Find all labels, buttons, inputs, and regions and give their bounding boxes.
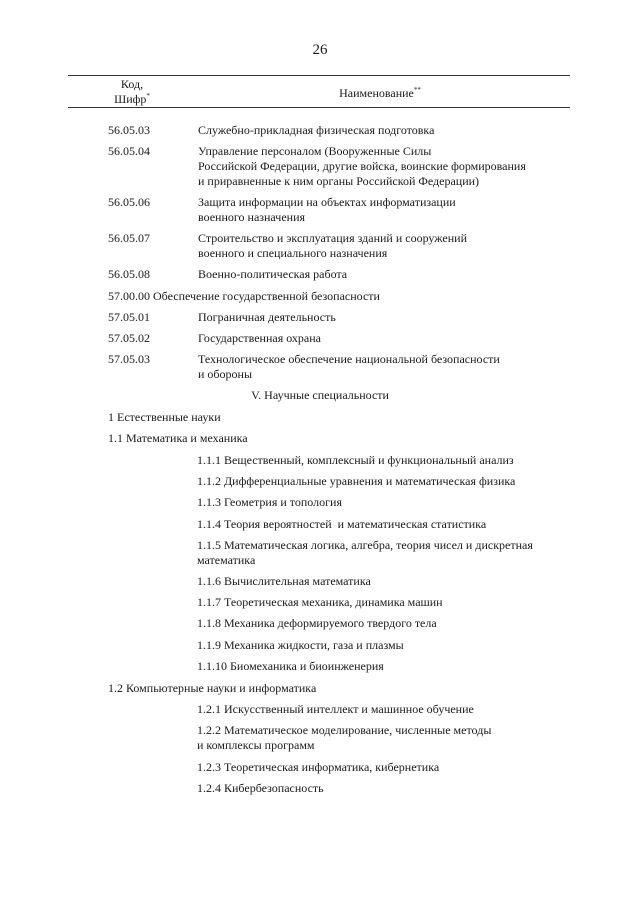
row-name: Технологическое обеспечение национальной безопасности и обороны: [198, 352, 500, 381]
row-code: 57.05.03: [108, 352, 150, 366]
science-specialty: 1.1.6 Вычислительная математика: [197, 574, 371, 588]
science-specialty: 1.1.7 Теоретическая механика, динамика машин: [197, 595, 443, 609]
group-heading: 57.00.00 Обеспечение государственной безопасности: [108, 289, 380, 303]
science-specialty: 1.1.8 Механика деформируемого твердого тела: [197, 616, 437, 630]
science-specialty: 1.1.5 Математическая логика, алгебра, теория чисел и дискретная математика: [197, 538, 533, 567]
row-code: 56.05.06: [108, 195, 150, 209]
science-specialty: 1.2.1 Искусственный интеллект и машинное обучение: [197, 702, 474, 716]
row-name: Пограничная деятельность: [198, 310, 336, 324]
science-specialty: 1.1.2 Дифференциальные уравнения и математическая физика: [197, 474, 516, 488]
row-code: 57.05.02: [108, 331, 150, 345]
science-group-heading: 1 Естественные науки: [108, 410, 221, 424]
science-specialty: 1.2.3 Теоретическая информатика, кибернетика: [197, 760, 440, 774]
science-specialty: 1.2.2 Математическое моделирование, численные методы и комплексы программ: [197, 723, 492, 752]
science-specialty: 1.1.10 Биомеханика и биоинженерия: [197, 659, 384, 673]
column-header-name: Наименование**: [339, 86, 421, 100]
row-name: Строительство и эксплуатация зданий и сооружений военного и специального назначения: [198, 231, 467, 260]
row-code: 56.05.07: [108, 231, 150, 245]
row-name: Служебно-прикладная физическая подготовка: [198, 123, 435, 137]
row-code: 57.05.01: [108, 310, 150, 324]
page-number: 26: [312, 42, 328, 58]
science-specialty: 1.2.4 Кибербезопасность: [197, 781, 324, 795]
section-title: V. Научные специальности: [251, 388, 389, 402]
row-name: Военно-политическая работа: [198, 267, 348, 281]
table-header-bottom-rule: [68, 107, 570, 108]
science-group-heading: 1.2 Компьютерные науки и информатика: [108, 681, 317, 695]
science-specialty: 1.1.3 Геометрия и топология: [197, 495, 342, 509]
science-specialty: 1.1.4 Теория вероятностей и математическая статистика: [197, 517, 487, 531]
row-code: 56.05.08: [108, 267, 150, 281]
science-group-heading: 1.1 Математика и механика: [108, 431, 248, 445]
row-name: Государственная охрана: [198, 331, 321, 345]
row-name: Защита информации на объектах информатизации военного назначения: [198, 195, 456, 224]
column-header-code-line2: Шифр*: [114, 92, 150, 106]
table-header-top-rule: [68, 75, 570, 76]
column-header-code-line1: Код,: [120, 77, 144, 91]
science-specialty: 1.1.1 Вещественный, комплексный и функциональный анализ: [197, 453, 514, 467]
row-code: 56.05.03: [108, 123, 150, 137]
column-header-code: [92, 77, 172, 107]
row-name: Управление персоналом (Вооруженные Силы Российской Федерации, другие войска, воинские формирования и приравненные к ним органы Российской Федерации): [198, 144, 526, 188]
science-specialty: 1.1.9 Механика жидкости, газа и плазмы: [197, 638, 404, 652]
row-code: 56.05.04: [108, 144, 150, 158]
